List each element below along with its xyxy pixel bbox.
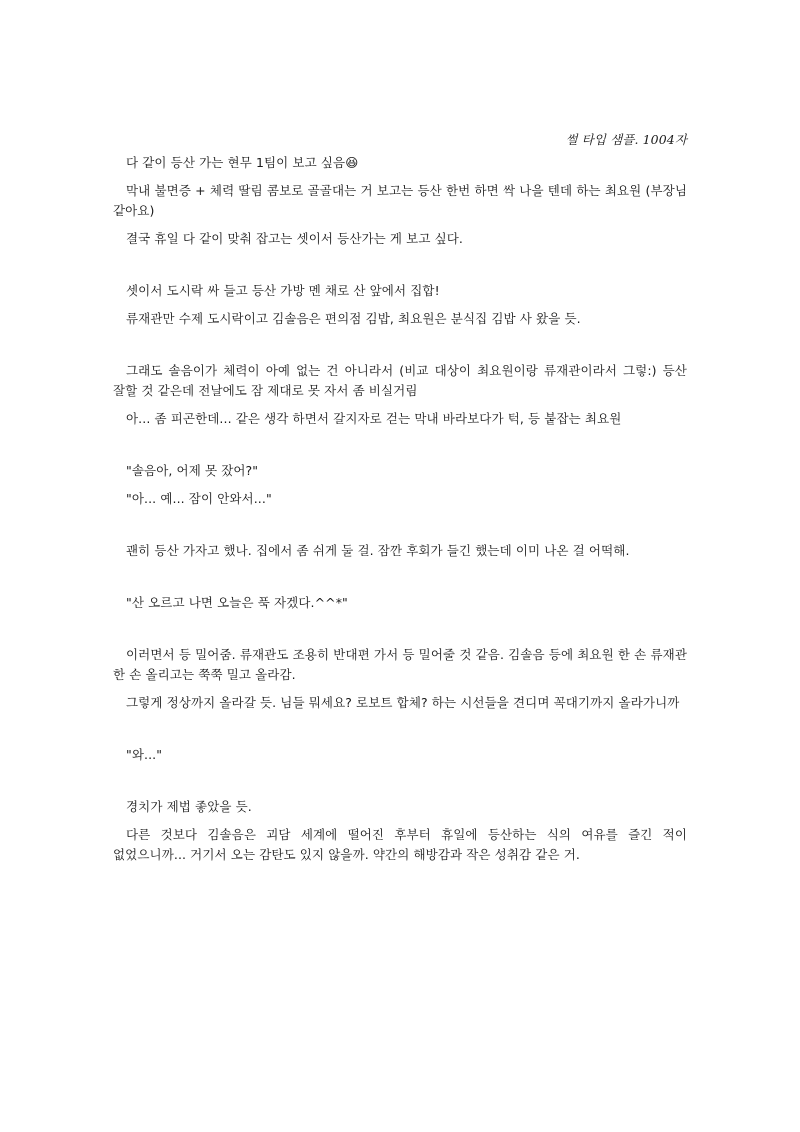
dialogue-line: "산 오르고 나면 오늘은 푹 자겠다.^^*" (126, 595, 348, 610)
paragraph: 결국 휴일 다 같이 맞춰 잡고는 셋이서 등산가는 게 보고 싶다. (126, 231, 464, 246)
paragraph: 경치가 제법 좋았을 듯. (126, 799, 252, 814)
blank-line (113, 721, 687, 745)
paragraph: 이러면서 등 밀어줌. 류재관도 조용히 반대편 가서 등 밀어줄 것 같음. 김솔음 등에 최요원 한 손 류재관 한 손 올리고는 쭉쭉 밀고 올라감. (113, 647, 687, 682)
document-header: 썰 타입 샘플. 1004자 (565, 132, 687, 147)
blank-line (113, 569, 687, 593)
dialogue-line: "솔음아, 어제 못 잤어?" (126, 463, 259, 478)
blank-line (113, 773, 687, 797)
paragraph: 아... 좀 피곤한데... 같은 생각 하면서 갈지자로 걷는 막내 바라보다가 턱, 등 붙잡는 최요원 (126, 411, 622, 426)
blank-line (113, 621, 687, 645)
paragraph: 그렇게 정상까지 올라갈 듯. 님들 뭐세요? 로보트 합체? 하는 시선들을 견디며 꼭대기까지 올라가니까 (126, 695, 680, 710)
blank-line (113, 437, 687, 461)
paragraph: 괜히 등산 가자고 했나. 집에서 좀 쉬게 둘 걸. 잠깐 후회가 들긴 했는데 이미 나온 걸 어떡해. (126, 543, 630, 558)
blank-line (113, 337, 687, 361)
paragraph: 그래도 솔음이가 체력이 아예 없는 건 아니라서 (비교 대상이 최요원이랑 류재관이라서 그렇:) 등산 잘할 것 같은데 전날에도 잠 제대로 못 자서 좀 비실거림 (113, 363, 687, 398)
dialogue-line: "아... 예... 잠이 안와서..." (126, 491, 272, 506)
paragraph: 다른 것보다 김솔음은 괴담 세계에 떨어진 후부터 휴일에 등산하는 식의 여유를 즐긴 적이 없었으니까... 거기서 오는 감탄도 있지 않을까. 약간의 해방감과 작은 성취감 같은 거. (113, 827, 687, 862)
paragraph: 셋이서 도시락 싸 들고 등산 가방 멘 채로 산 앞에서 집합! (126, 283, 440, 298)
paragraph: 류재관만 수제 도시락이고 김솔음은 편의점 김밥, 최요원은 분식집 김밥 사 왔을 듯. (126, 311, 581, 326)
dialogue-line: "와..." (126, 747, 163, 762)
blank-line (113, 517, 687, 541)
document-body (113, 130, 687, 873)
paragraph: 막내 불면증 + 체력 딸림 콤보로 골골대는 거 보고는 등산 한번 하면 싹 나을 텐데 하는 최요원 (부장님 같아요) (113, 183, 687, 218)
blank-line (113, 257, 687, 281)
paragraph: 다 같이 등산 가는 현무 1팀이 보고 싶음😆 (126, 155, 359, 170)
